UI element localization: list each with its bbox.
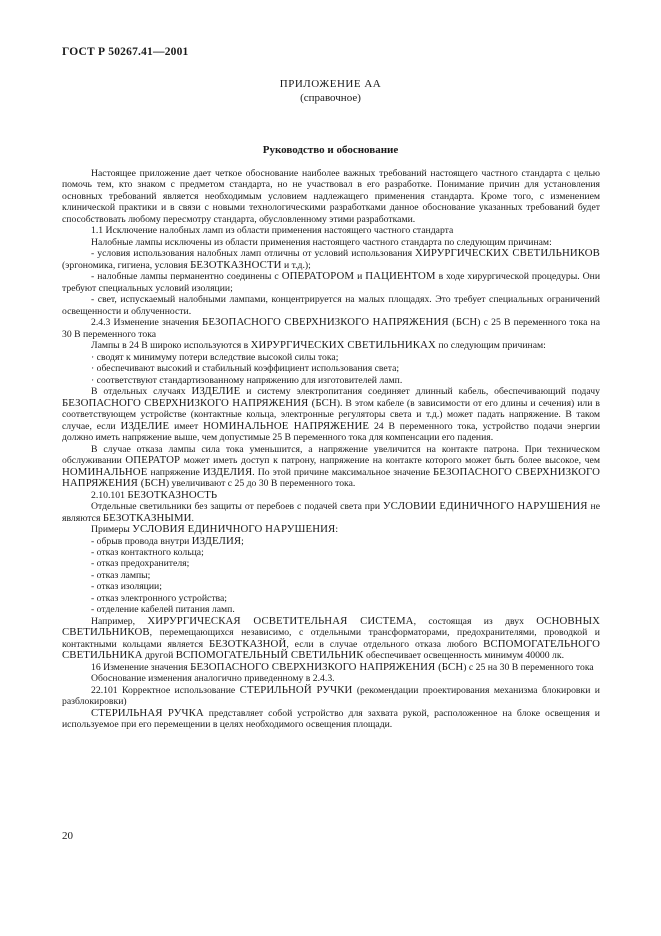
paragraph: В случае отказа лампы сила тока уменьшится, а напряжение увеличится на контакте патрона. При техническом обслуживании ОПЕРАТОР может иметь доступ к патрону, напряжение на контакте которого может быть более высокое, чем НОМИНАЛЬНОЕ напряжение ИЗДЕЛИЯ. По этой причине максимальное значение БЕЗОПАСНОГО СВЕРХНИЗКОГО НАПРЯЖЕНИЯ (БСН) увеличивают с 25 до 30 В переменного тока. xyxy=(62,443,601,490)
paragraph: Например, ХИРУРГИЧЕСКАЯ ОСВЕТИТЕЛЬНАЯ СИСТЕМА, состоящая из двух ОСНОВНЫХ СВЕТИЛЬНИКОВ, перемещающихся независимо, с отдельными трансформаторами, предохранителями, проводкой и контактными кольцами является БЕЗОТКАЗНОЙ, если в случае отдельного отказа любого ВСПОМОГАТЕЛЬНОГО СВЕТИЛЬНИКА другой ВСПОМОГАТЕЛЬНЫЙ СВЕТИЛЬНИК обеспечивает освещенность минимум 40000 лк. xyxy=(62,614,600,662)
paragraph: 2.10.101 БЕЗОТКАЗНОСТЬ xyxy=(91,488,218,501)
section-heading: Руководство и обоснование xyxy=(262,144,399,156)
list-item: · сводят к минимуму потери вследствие высокой силы тока; xyxy=(91,351,339,363)
document-body xyxy=(62,168,600,731)
list-item: - отказ лампы; xyxy=(91,569,151,581)
appendix-title: ПРИЛОЖЕНИЕ АА xyxy=(279,78,382,90)
paragraph: В отдельных случаях ИЗДЕЛИЕ и систему электропитания соединяет длинный кабель, обеспечивающий подачу БЕЗОПАСНОГО СВЕРХНИЗКОГО НАПРЯЖЕНИЯ (БСН). В этом кабеле (в зависимости от его длины и сечения) или в соответствующем устройстве (контактные кольца, электронные регуляторы света и т.д.) может падать напряжение. В таком случае, если ИЗДЕЛИЕ имеет НОМИНАЛЬНОЕ НАПРЯЖЕНИЕ 24 В переменного тока, устройство подачи энергии должно иметь напряжение выше, чем допустимые 25 В переменного тока для компенсации его падения. xyxy=(62,385,601,444)
list-item: · соответствуют стандартизованному напряжению для изготовителей ламп. xyxy=(91,374,403,386)
list-item: - отказ изоляции; xyxy=(91,581,162,593)
paragraph: Примеры УСЛОВИЯ ЕДИНИЧНОГО НАРУШЕНИЯ: xyxy=(91,523,339,536)
paragraph: - налобные лампы перманентно соединены с ОПЕРАТОРОМ и ПАЦИЕНТОМ в ходе хирургической процедуры. Они требуют специальных условий изоляции; xyxy=(62,270,601,294)
list-item: · обеспечивают высокий и стабильный коэффициент использования света; xyxy=(91,363,400,375)
list-item: - обрыв провода внутри ИЗДЕЛИЯ; xyxy=(91,534,244,547)
paragraph: 2.4.3 Изменение значения БЕЗОПАСНОГО СВЕРХНИЗКОГО НАПРЯЖЕНИЯ (БСН) с 25 В переменного тока на 30 В переменного тока xyxy=(62,316,601,340)
paragraph: СТЕРИЛЬНАЯ РУЧКА представляет собой устройство для захвата рукой, расположенное на блоке освещения и используемое при его перемещении в целях необходимого освещения площади. xyxy=(62,706,600,731)
paragraph: 22.101 Корректное использование СТЕРИЛЬНОЙ РУЧКИ (рекомендации проектирования механизма блокировки и разблокировки) xyxy=(62,683,600,708)
paragraph: Налобные лампы исключены из области применения настоящего частного стандарта по следующим причинам: xyxy=(91,236,552,248)
list-item: - отказ электронного устройства; xyxy=(91,592,227,604)
paragraph: Настоящее приложение дает четкое обоснование наиболее важных требований настоящего частного стандарта с целью помочь тем, кто знаком с предметом стандарта, но не участвовал в его разработке. Понимание причин для установления основных требований является необходимым условием надлежащего применения стандарта. Кроме того, с изменением клинической практики и в связи с новыми технологическими разработками данное обоснование указанных требований будет способствовать любому пересмотру стандарта, обусловленному этими разработками. xyxy=(62,168,600,225)
paragraph: - условия использования налобных ламп отличны от условий использования ХИРУРГИЧЕСКИХ СВЕТИЛЬНИКОВ (эргономика, гигиена, условия БЕЗОТКАЗНОСТИ и т.д.); xyxy=(62,247,600,271)
paragraph: Обоснование изменения аналогично приведенному в 2.4.3. xyxy=(91,673,335,685)
paragraph: Лампы в 24 В широко используются в ХИРУРГИЧЕСКИХ СВЕТИЛЬНИКАХ по следующим причинам: xyxy=(91,339,546,352)
standard-header: ГОСТ Р 50267.41—2001 xyxy=(62,46,189,58)
list-item: - отделение кабелей питания ламп. xyxy=(91,604,235,616)
list-item: - отказ контактного кольца; xyxy=(91,546,204,558)
page-number: 20 xyxy=(62,830,73,842)
list-item: - отказ предохранителя; xyxy=(91,558,190,570)
appendix-subtitle: (справочное) xyxy=(300,92,361,104)
paragraph: 1.1 Исключение налобных ламп из области применения настоящего частного стандарта xyxy=(91,225,454,237)
paragraph: Отдельные светильники без защиты от перебоев с подачей света при УСЛОВИИ ЕДИНИЧНОГО НАРУШЕНИЯ не являются БЕЗОТКАЗНЫМИ. xyxy=(62,500,600,524)
paragraph: 16 Изменение значения БЕЗОПАСНОГО СВЕРХНИЗКОГО НАПРЯЖЕНИЯ (БСН) с 25 на 30 В переменного тока xyxy=(91,660,594,673)
paragraph: - свет, испускаемый налобными лампами, концентрируется на малых площадях. Это требует специальных ограничений освещенности и облученности. xyxy=(62,294,600,317)
